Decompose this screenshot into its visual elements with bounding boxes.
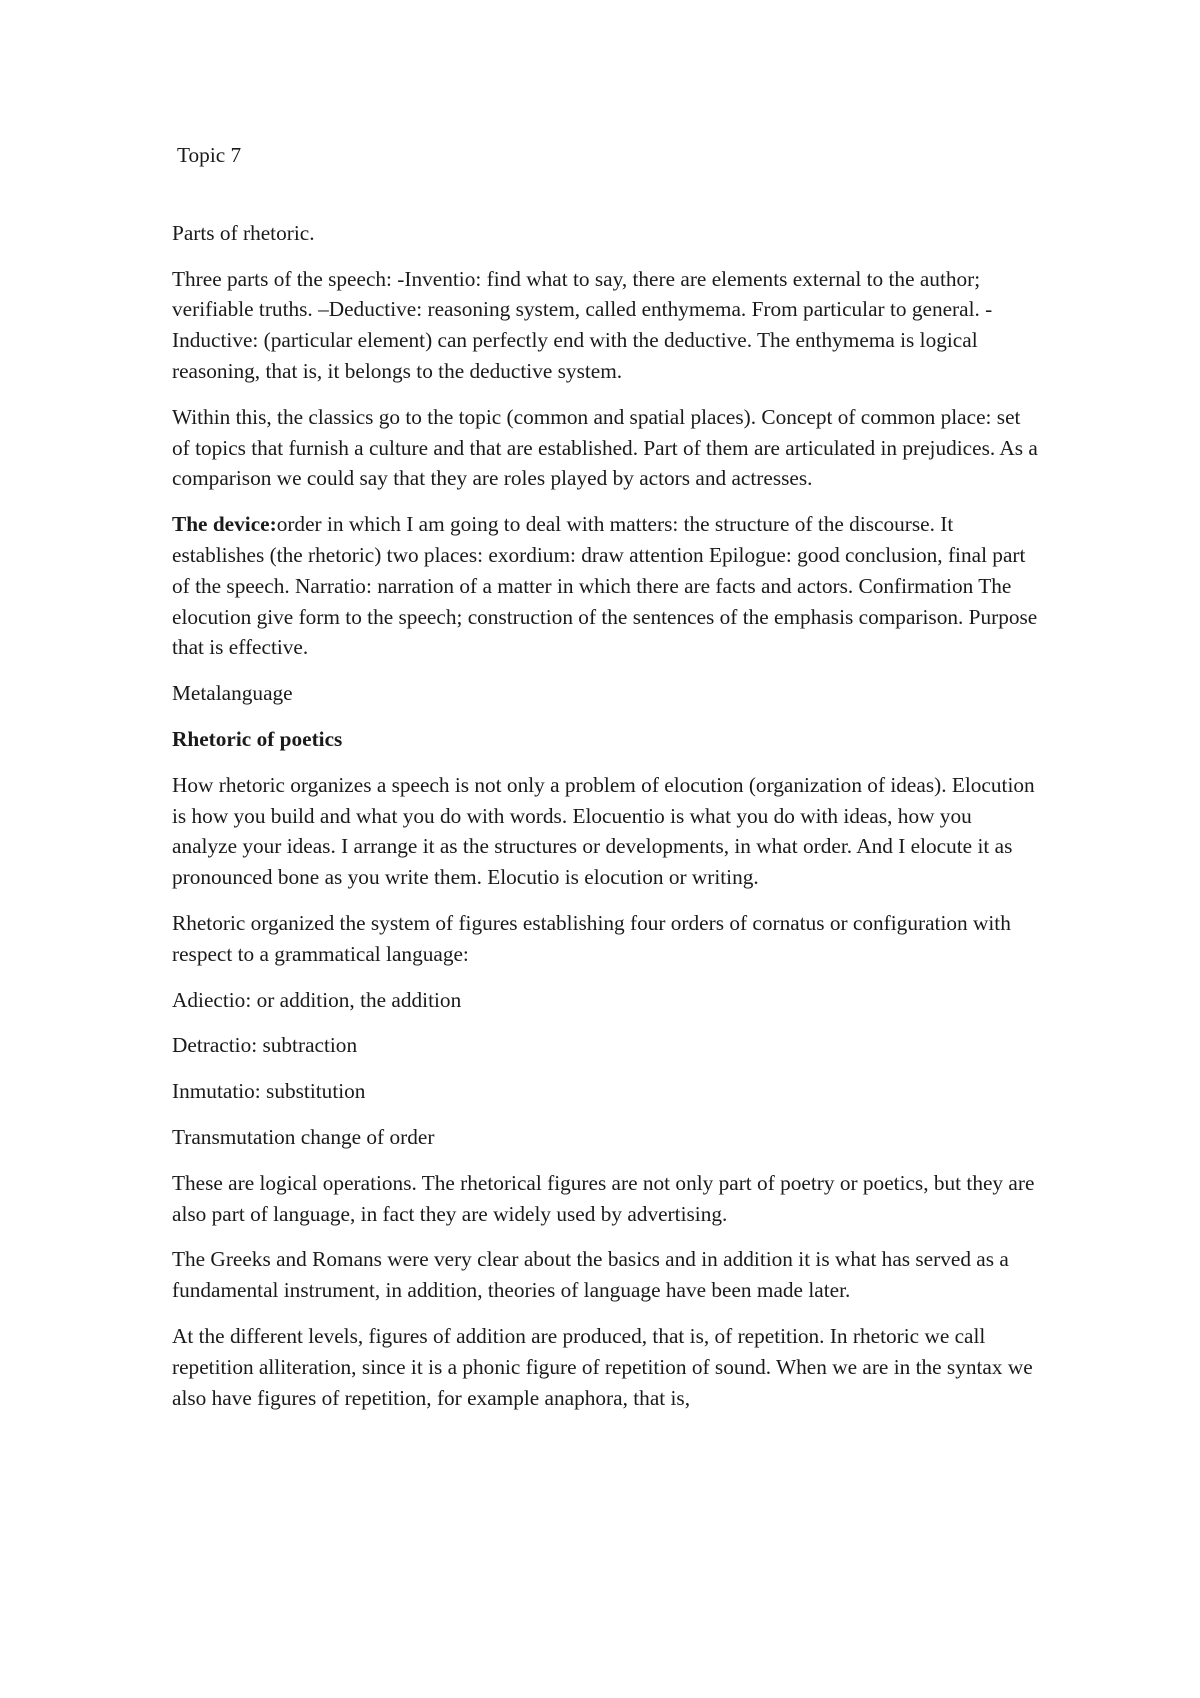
paragraph-transmutation: Transmutation change of order xyxy=(172,1124,435,1149)
paragraph-common-place: Within this, the classics go to the topic (common and spatial places). Concept of common place: set of topics that furnish a culture and that are established. Part of them are articulated in prejudices. As a comparison we could say that they are roles played by actors and actresses. xyxy=(172,404,1038,491)
paragraph-elocution: How rhetoric organizes a speech is not only a problem of elocution (organization of ideas). Elocution is how you build and what you do with words. Elocuentio is what you do with ideas, how you analyze your ideas. I arrange it as the structures or developments, in what order. And I elocute it as pronounced bone as you write them. Elocutio is elocution or writing. xyxy=(172,772,1035,890)
paragraph-three-parts: Three parts of the speech: -Inventio: find what to say, there are elements external to the author; verifiable truths. –Deductive: reasoning system, called enthymema. From particular to general. -Inductive: (particular element) can perfectly end with the deductive. The enthymema is logical reasoning, that is, it belongs to the deductive system. xyxy=(172,266,993,383)
paragraph-inmutatio: Inmutatio: substitution xyxy=(172,1079,366,1104)
paragraph-adiectio: Adiectio: or addition, the addition xyxy=(172,987,462,1012)
paragraph-detractio: Detractio: subtraction xyxy=(172,1033,358,1058)
section-heading: Rhetoric of poetics xyxy=(172,726,343,751)
device-label: The device: xyxy=(172,512,277,537)
paragraph-logical-operations: These are logical operations. The rhetorical figures are not only part of poetry or poetics, but they are also part of language, in fact they are widely used by advertising. xyxy=(172,1170,1035,1226)
paragraph-parts-of-rhetoric: Parts of rhetoric. xyxy=(172,220,315,245)
topic-title: Topic 7 xyxy=(177,143,242,167)
paragraph-metalanguage: Metalanguage xyxy=(172,681,293,706)
paragraph-system-of-figures: Rhetoric organized the system of figures establishing four orders of cornatus or configuration with respect to a grammatical language: xyxy=(172,910,1011,966)
paragraph-greeks-romans: The Greeks and Romans were very clear about the basics and in addition it is what has served as a fundamental instrument, in addition, theories of language have been made later. xyxy=(172,1247,1009,1303)
document-body xyxy=(172,140,1042,1428)
paragraph-different-levels: At the different levels, figures of addition are produced, that is, of repetition. In rhetoric we call repetition alliteration, since it is a phonic figure of repetition of sound. When we are in the syntax we also have figures of repetition, for example anaphora, that is, xyxy=(172,1323,1033,1410)
device-text: order in which I am going to deal with matters: the structure of the discourse. It establishes (the rhetoric) two places: exordium: draw attention Epilogue: good conclusion, final part of the speech. Narratio: narration of a matter in which there are facts and actors. Confirmation The elocution give form to the speech; construction of the sentences of the emphasis comparison. Purpose that is effective. xyxy=(172,512,1038,660)
paragraph-device xyxy=(172,509,1042,663)
